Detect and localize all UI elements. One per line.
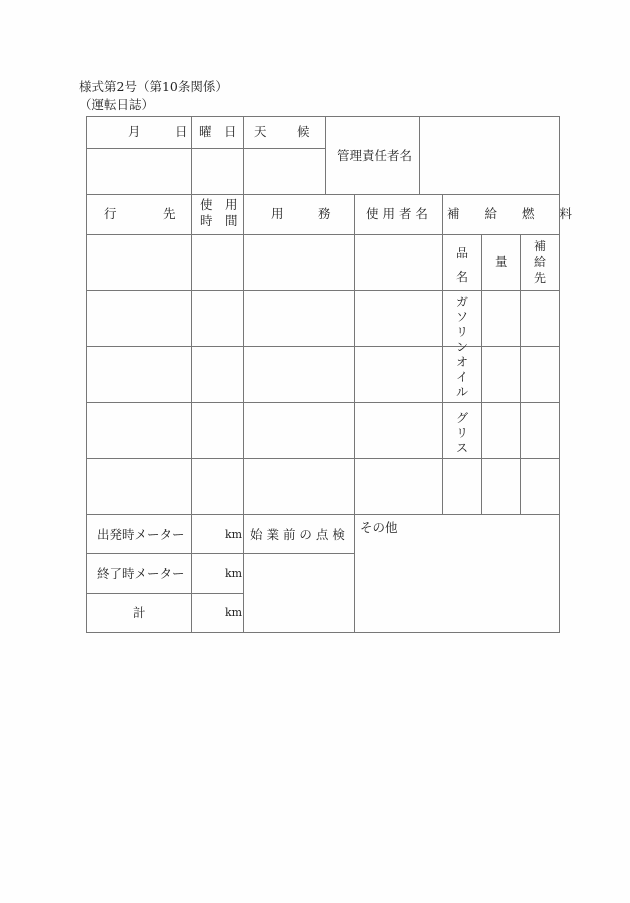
departure-meter-label: 出発時メーター	[97, 527, 185, 542]
pre-work-check-label: 始 業 前 の 点 検	[250, 527, 345, 542]
form-title: （運転日誌）	[79, 97, 155, 112]
item-name-label: 品名	[455, 246, 468, 284]
table-border-right	[559, 116, 560, 632]
destination-label-1: 行	[104, 206, 117, 221]
form-number: 様式第2号（第10条関係）	[79, 79, 228, 94]
grid-line	[481, 234, 482, 514]
user-name-label: 使 用 者 名	[366, 206, 428, 221]
usage-time-label-1: 使 用	[200, 197, 238, 212]
total-unit: km	[225, 606, 243, 619]
grid-line	[86, 593, 243, 594]
end-meter-label: 終了時メーター	[97, 566, 185, 581]
other-input-cell[interactable]	[355, 538, 559, 632]
quantity-label: 量	[495, 254, 508, 269]
fuel-item-grease: グリス	[455, 411, 468, 455]
other-label: その他	[360, 520, 398, 535]
end-unit: km	[225, 567, 243, 580]
weather-label-1: 天	[254, 124, 267, 139]
departure-unit: km	[225, 528, 243, 541]
weather-label-2: 候	[297, 124, 310, 139]
business-label-1: 用	[271, 206, 284, 221]
grid-line	[86, 402, 560, 403]
supplier-label: 補給先	[533, 239, 546, 285]
fuel-item-oil: オイル	[455, 355, 468, 399]
date-input-cell[interactable]	[87, 149, 191, 194]
grid-line	[86, 346, 560, 347]
grid-line	[86, 234, 560, 235]
grid-line	[86, 458, 560, 459]
day-label: 日	[175, 124, 188, 139]
business-label-2: 務	[318, 206, 331, 221]
manager-name-label: 管理責任者名	[337, 148, 413, 163]
table-border-bottom	[86, 632, 560, 633]
manager-name-input-cell[interactable]	[420, 117, 559, 194]
destination-label-2: 先	[163, 206, 176, 221]
fuel-supply-label: 補 給 燃 料	[447, 206, 573, 221]
month-label: 月	[128, 124, 141, 139]
weekday-label: 曜 日	[199, 124, 237, 139]
grid-line	[520, 234, 521, 514]
weather-input-cell[interactable]	[244, 149, 325, 194]
grid-line	[442, 194, 443, 514]
grid-line	[325, 116, 326, 194]
fuel-item-gasoline: ガソリン	[455, 295, 468, 354]
total-label: 計	[133, 605, 146, 620]
pre-work-check-input-cell[interactable]	[244, 554, 354, 632]
grid-line	[86, 194, 560, 195]
grid-line	[86, 290, 560, 291]
weekday-input-cell[interactable]	[192, 149, 243, 194]
grid-line	[86, 514, 560, 515]
usage-time-label-2: 時 間	[200, 213, 238, 228]
